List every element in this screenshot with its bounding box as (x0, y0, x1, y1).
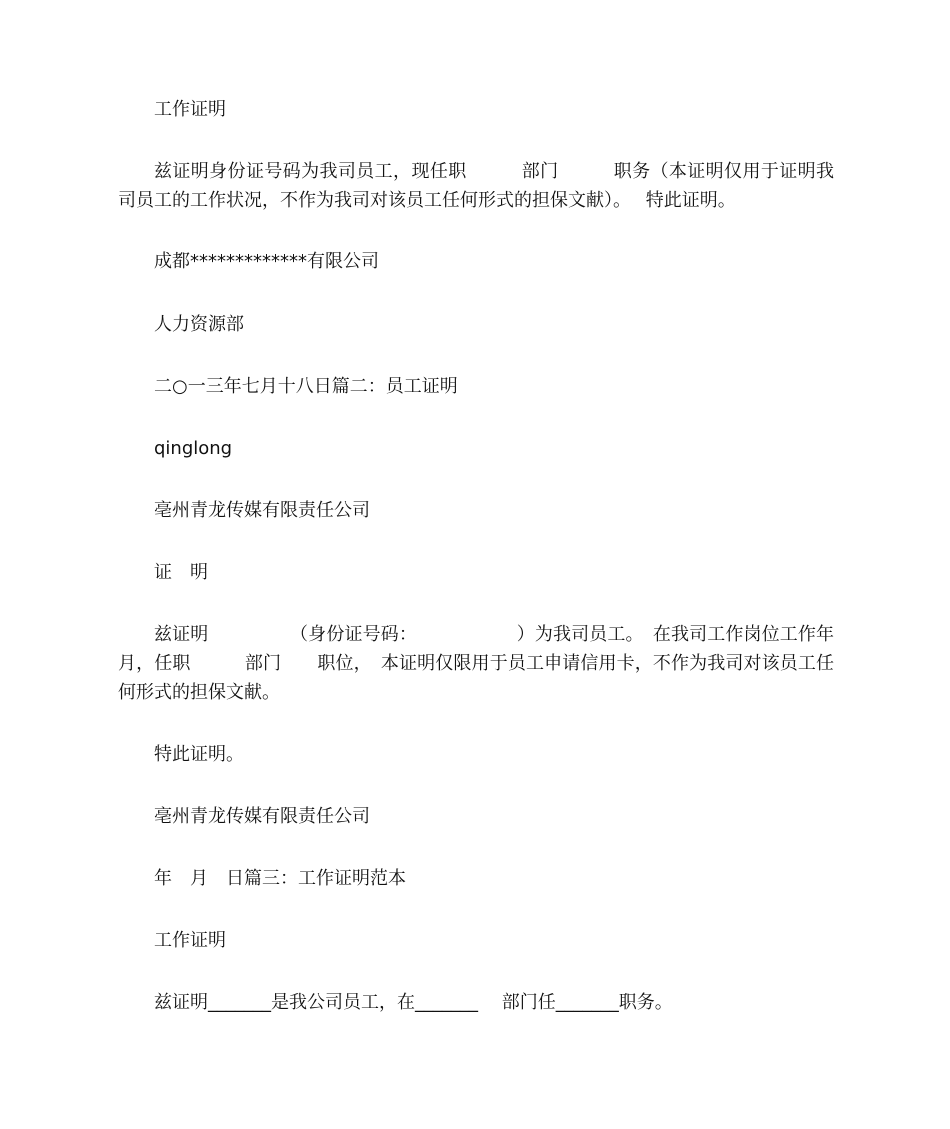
doc-text-hereby-certify: 特此证明。 (154, 744, 244, 765)
doc-text-qinglong: qinglong (154, 438, 233, 459)
doc-company-name-chengdu: 成都*************有限公司 (154, 251, 379, 272)
doc-paragraph-certificate-body-3: 兹证明_______是我公司员工，在_______ 部门任_______职务。 (154, 992, 673, 1013)
doc-department-hr: 人力资源部 (154, 314, 244, 335)
doc-heading-certificate: 证 明 (154, 562, 208, 583)
doc-paragraph-certificate-body-2: 兹证明 （身份证号码： ）为我司员工。 在我司工作岗位工作年 月，任职 部门 职位， 本证明仅限用于员工申请信用卡，不作为我司对该员工任何形式的担保文献。 (118, 624, 870, 703)
doc-date-and-section-3-title: 年 月 日篇三：工作证明范本 (154, 868, 406, 889)
doc-company-name-bozhou: 亳州青龙传媒有限责任公司 (154, 500, 370, 521)
doc-heading-work-certificate: 工作证明 (154, 99, 226, 120)
doc-heading-work-certificate-3: 工作证明 (154, 930, 226, 951)
doc-date-and-section-2-title: 二○一三年七月十八日篇二：员工证明 (154, 376, 458, 397)
doc-company-signature-bozhou: 亳州青龙传媒有限责任公司 (154, 806, 370, 827)
doc-paragraph-certificate-body-1: 兹证明身份证号码为我司员工，现任职 部门 职务（本证明仅用于证明我司员工的工作状况，不作为我司对该员工任何形式的担保文献）。 特此证明。 (118, 161, 834, 211)
